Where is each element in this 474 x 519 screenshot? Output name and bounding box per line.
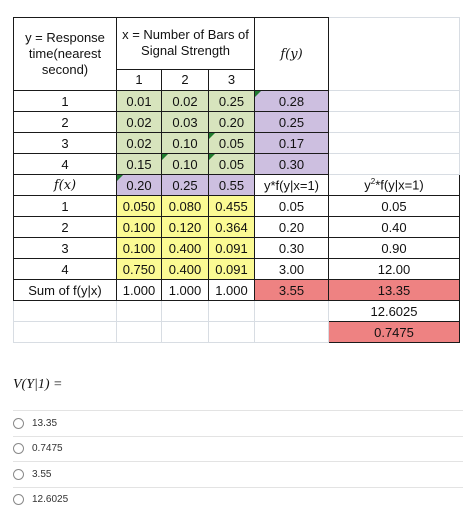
empty-cell[interactable] — [162, 301, 209, 322]
fx-label-cell[interactable]: f(x) — [14, 175, 117, 196]
y-times-f-cell[interactable]: 0.30 — [255, 238, 329, 259]
radio-button[interactable] — [13, 494, 24, 505]
conditional-prob-cell[interactable]: 0.455 — [209, 196, 255, 217]
radio-button[interactable] — [13, 418, 24, 429]
answer-option-label: 0.7475 — [32, 443, 63, 455]
y-value-cell[interactable]: 2 — [14, 217, 117, 238]
empty-cell[interactable] — [329, 154, 460, 175]
y-value-cell[interactable]: 1 — [14, 91, 117, 112]
conditional-prob-cell[interactable]: 0.091 — [209, 238, 255, 259]
y-value-cell[interactable]: 4 — [14, 259, 117, 280]
joint-prob-cell[interactable]: 0.15 — [117, 154, 162, 175]
y-value-cell[interactable]: 3 — [14, 133, 117, 154]
y-header-cell[interactable]: y = Response time(nearest second) — [14, 18, 117, 91]
probability-spreadsheet — [13, 17, 460, 343]
conditional-prob-cell[interactable]: 0.400 — [162, 259, 209, 280]
empty-cell[interactable] — [117, 322, 162, 343]
joint-prob-cell[interactable]: 0.01 — [117, 91, 162, 112]
answer-options — [13, 410, 463, 512]
empty-cell[interactable] — [329, 112, 460, 133]
marginal-fy-cell[interactable]: 0.25 — [255, 112, 329, 133]
conditional-prob-cell[interactable]: 0.100 — [117, 238, 162, 259]
conditional-prob-cell[interactable]: 0.750 — [117, 259, 162, 280]
answer-option-label: 13.35 — [32, 417, 58, 429]
joint-prob-cell[interactable]: 0.05 — [209, 133, 255, 154]
empty-cell[interactable] — [162, 322, 209, 343]
sum-y-times-f-cell[interactable]: 3.55 — [255, 280, 329, 301]
x-value-cell[interactable]: 3 — [209, 69, 255, 90]
conditional-prob-cell[interactable]: 0.080 — [162, 196, 209, 217]
answer-option[interactable] — [13, 461, 463, 487]
empty-cell[interactable] — [255, 322, 329, 343]
y2-times-f-cell[interactable]: 0.90 — [329, 238, 460, 259]
conditional-prob-cell[interactable]: 0.050 — [117, 196, 162, 217]
joint-prob-cell[interactable]: 0.20 — [209, 112, 255, 133]
y-times-f-cell[interactable]: 3.00 — [255, 259, 329, 280]
answer-option[interactable] — [13, 487, 463, 513]
joint-prob-cell[interactable]: 0.05 — [209, 154, 255, 175]
empty-cell[interactable] — [14, 322, 117, 343]
answer-option-label: 3.55 — [32, 468, 52, 480]
y-times-f-cell[interactable]: 0.05 — [255, 196, 329, 217]
variance-result-cell[interactable]: 0.7475 — [329, 322, 460, 343]
y-value-cell[interactable]: 2 — [14, 112, 117, 133]
y2-header-pre: y — [364, 177, 371, 193]
sum-value-cell[interactable]: 1.000 — [162, 280, 209, 301]
marginal-fy-cell[interactable]: 0.17 — [255, 133, 329, 154]
empty-cell[interactable] — [209, 301, 255, 322]
joint-prob-cell[interactable]: 0.02 — [117, 112, 162, 133]
radio-button[interactable] — [13, 469, 24, 480]
sum-value-cell[interactable]: 1.000 — [209, 280, 255, 301]
y2-times-f-cell[interactable]: 0.40 — [329, 217, 460, 238]
empty-cell[interactable] — [255, 301, 329, 322]
y2-times-f-header[interactable] — [329, 175, 460, 196]
empty-cell[interactable] — [14, 301, 117, 322]
empty-cell[interactable] — [329, 91, 460, 112]
x-header-cell[interactable]: x = Number of Bars of Signal Strength — [117, 18, 255, 70]
y2-header-post: *f(y|x=1) — [375, 177, 424, 193]
joint-prob-cell[interactable]: 0.02 — [117, 133, 162, 154]
conditional-prob-cell[interactable]: 0.100 — [117, 217, 162, 238]
joint-prob-cell[interactable]: 0.10 — [162, 133, 209, 154]
empty-cell[interactable] — [329, 18, 460, 91]
y2-header-sup: 2 — [370, 177, 376, 187]
marginal-fx-cell[interactable]: 0.20 — [117, 175, 162, 196]
marginal-fy-cell[interactable]: 0.30 — [255, 154, 329, 175]
y-value-cell[interactable]: 3 — [14, 238, 117, 259]
empty-cell[interactable] — [209, 322, 255, 343]
x-value-cell[interactable]: 2 — [162, 69, 209, 90]
empty-cell[interactable] — [329, 133, 460, 154]
y-value-cell[interactable]: 4 — [14, 154, 117, 175]
conditional-prob-cell[interactable]: 0.400 — [162, 238, 209, 259]
empty-cell[interactable] — [117, 301, 162, 322]
y2-times-f-cell[interactable]: 12.00 — [329, 259, 460, 280]
sum-y2-times-f-cell[interactable]: 13.35 — [329, 280, 460, 301]
conditional-prob-cell[interactable]: 0.120 — [162, 217, 209, 238]
x-value-cell[interactable]: 1 — [117, 69, 162, 90]
y-times-f-header[interactable]: y*f(y|x=1) — [255, 175, 329, 196]
question-prompt: V(Y|1) = — [13, 377, 63, 392]
y-value-cell[interactable]: 1 — [14, 196, 117, 217]
joint-prob-cell[interactable]: 0.02 — [162, 91, 209, 112]
y2-times-f-cell[interactable]: 0.05 — [329, 196, 460, 217]
conditional-prob-cell[interactable]: 0.091 — [209, 259, 255, 280]
joint-prob-cell[interactable]: 0.03 — [162, 112, 209, 133]
sum-value-cell[interactable]: 1.000 — [117, 280, 162, 301]
marginal-fx-cell[interactable]: 0.55 — [209, 175, 255, 196]
answer-option[interactable] — [13, 436, 463, 462]
sum-label-cell[interactable]: Sum of f(y|x) — [14, 280, 117, 301]
joint-prob-cell[interactable]: 0.10 — [162, 154, 209, 175]
answer-option-label: 12.6025 — [32, 494, 69, 506]
marginal-fy-cell[interactable]: 0.28 — [255, 91, 329, 112]
mean-squared-cell[interactable]: 12.6025 — [329, 301, 460, 322]
radio-button[interactable] — [13, 443, 24, 454]
conditional-prob-cell[interactable]: 0.364 — [209, 217, 255, 238]
answer-option[interactable] — [13, 410, 463, 436]
fy-header-cell[interactable]: f(y) — [255, 18, 329, 91]
joint-prob-cell[interactable]: 0.25 — [209, 91, 255, 112]
marginal-fx-cell[interactable]: 0.25 — [162, 175, 209, 196]
y-times-f-cell[interactable]: 0.20 — [255, 217, 329, 238]
